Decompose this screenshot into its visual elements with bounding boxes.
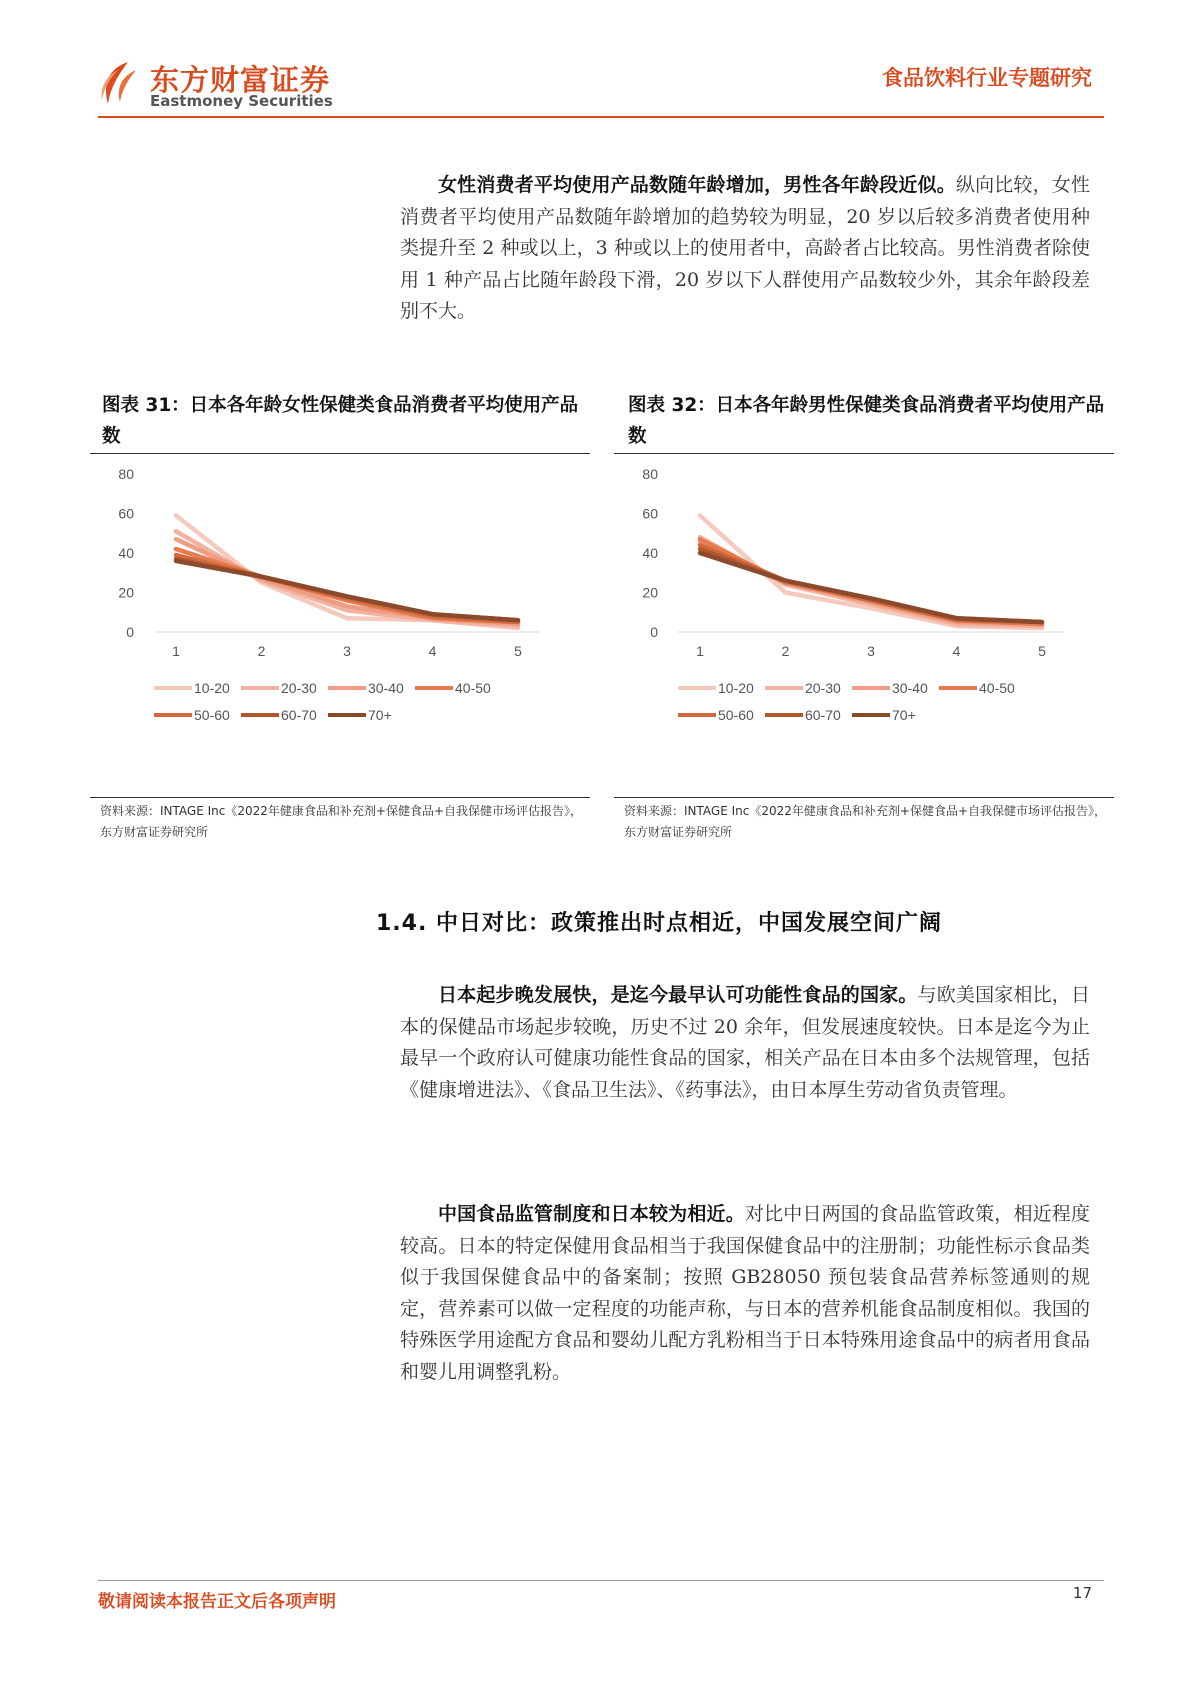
legend-label: 50-60: [718, 707, 754, 723]
paragraph-lead: 女性消费者平均使用产品数随年龄增加，男性各年龄段近似。: [438, 174, 956, 196]
legend-label: 20-30: [805, 680, 841, 696]
x-tick-label: 2: [781, 643, 790, 659]
series-line-40-50: [700, 539, 1042, 624]
paragraph-lead: 日本起步晚发展快，是迄今最早认可功能性食品的国家。: [438, 984, 918, 1006]
male-chart: [614, 456, 1114, 788]
figure-31-source: 资料来源：INTAGE Inc《2022年健康食品和补充剂+保健食品+自我保健市场评估报告》，东方财富证券研究所: [100, 804, 583, 839]
series-line-20-30: [700, 537, 1042, 626]
legend-label: 50-60: [194, 707, 230, 723]
figure-31-caption: 图表 31：日本各年龄女性保健类食品消费者平均使用产品数: [102, 395, 579, 447]
brand-logo-icon: [98, 60, 140, 106]
figure-31-bottom-rule: [90, 797, 590, 798]
y-tick-label: 20: [642, 584, 658, 601]
figure-31-top-rule: [90, 453, 590, 454]
x-tick-label: 4: [428, 643, 437, 659]
legend-label: 40-50: [979, 680, 1015, 696]
series-line-30-40: [700, 541, 1042, 624]
figure-32-caption: 图表 32：日本各年龄男性保健类食品消费者平均使用产品数: [628, 395, 1105, 447]
x-tick-label: 1: [696, 643, 704, 659]
footer-disclaimer: 敬请阅读本报告正文后各项声明: [98, 1592, 336, 1612]
legend-label: 20-30: [281, 680, 317, 696]
female-chart: [90, 456, 590, 788]
y-tick-label: 80: [642, 466, 658, 482]
legend-label: 60-70: [281, 707, 317, 723]
y-tick-label: 40: [642, 545, 658, 561]
legend-label: 70+: [368, 707, 392, 723]
legend-label: 10-20: [194, 680, 230, 696]
legend-label: 60-70: [805, 707, 841, 723]
paragraph-body: 与欧美国家相比，日本的保健品市场起步较晚，历史不过 20 余年，但发展速度较快。日本是迄今为止最早一个政府认可健康功能性食品的国家，相关产品在日本由多个法规管理，包括《健康增进法》、《食品卫生法》、《药事法》，由日本厚生劳动省负责管理。: [400, 984, 1090, 1101]
x-tick-label: 3: [343, 643, 351, 659]
paragraph-japan-history: [400, 980, 1090, 1106]
legend-label: 30-40: [892, 680, 928, 696]
paragraph-body: 对比中日两国的食品监管政策，相近程度较高。日本的特定保健用食品相当于我国保健食品中的注册制；功能性标示食品类似于我国保健食品中的备案制；按照 GB28050 预包装食品营养标签通则的规定，营养素可以做一定程度的功能声称，与日本的营养机能食品制度相似。我国的特殊医学用途配方食品和婴幼儿配方乳粉相当于日本特殊用途食品中的病者用食品和婴儿用调整乳粉。: [400, 1203, 1090, 1383]
report-category: 食品饮料行业专题研究: [882, 66, 1092, 90]
paragraph-body: 纵向比较，女性消费者平均使用产品数随年龄增加的趋势较为明显，20 岁以后较多消费者使用种类提升至 2 种或以上，3 种或以上的使用者中，高龄者占比较高。男性消费者除使用 1 种产品占比随年龄段下滑，20 岁以下人群使用产品数较少外，其余年龄段差别不大。: [400, 174, 1090, 322]
y-tick-label: 0: [650, 624, 658, 640]
paragraph-lead: 中国食品监管制度和日本较为相近。: [438, 1203, 745, 1225]
series-line-20-30: [176, 531, 518, 626]
figure-32-bottom-rule: [614, 797, 1114, 798]
paragraph-gender-comparison: [400, 170, 1090, 328]
legend-label: 40-50: [455, 680, 491, 696]
y-tick-label: 80: [118, 466, 134, 482]
x-tick-label: 5: [1038, 643, 1046, 659]
y-tick-label: 0: [126, 624, 134, 640]
y-tick-label: 60: [118, 505, 134, 522]
legend-label: 10-20: [718, 680, 754, 696]
x-tick-label: 4: [952, 643, 961, 659]
footer-divider: [98, 1580, 1104, 1581]
x-tick-label: 3: [867, 643, 875, 659]
page-number: 17: [1072, 1584, 1092, 1602]
x-tick-label: 2: [257, 643, 266, 659]
header-divider: [98, 116, 1104, 118]
y-tick-label: 60: [642, 505, 658, 522]
figure-32-top-rule: [614, 453, 1114, 454]
figure-32-source: 资料来源：INTAGE Inc《2022年健康食品和补充剂+保健食品+自我保健市场评估报告》，东方财富证券研究所: [624, 804, 1107, 839]
paragraph-regulation-comparison: [400, 1199, 1090, 1388]
y-tick-label: 40: [118, 545, 134, 561]
section-title: 1.4. 中日对比：政策推出时点相近，中国发展空间广阔: [376, 911, 942, 936]
y-tick-label: 20: [118, 584, 134, 601]
brand-name-en: Eastmoney Securities: [150, 92, 333, 110]
x-tick-label: 1: [172, 643, 180, 659]
legend-label: 70+: [892, 707, 916, 723]
brand-name-cn: 东方财富证券: [150, 63, 331, 97]
legend-label: 30-40: [368, 680, 404, 696]
x-tick-label: 5: [514, 643, 522, 659]
